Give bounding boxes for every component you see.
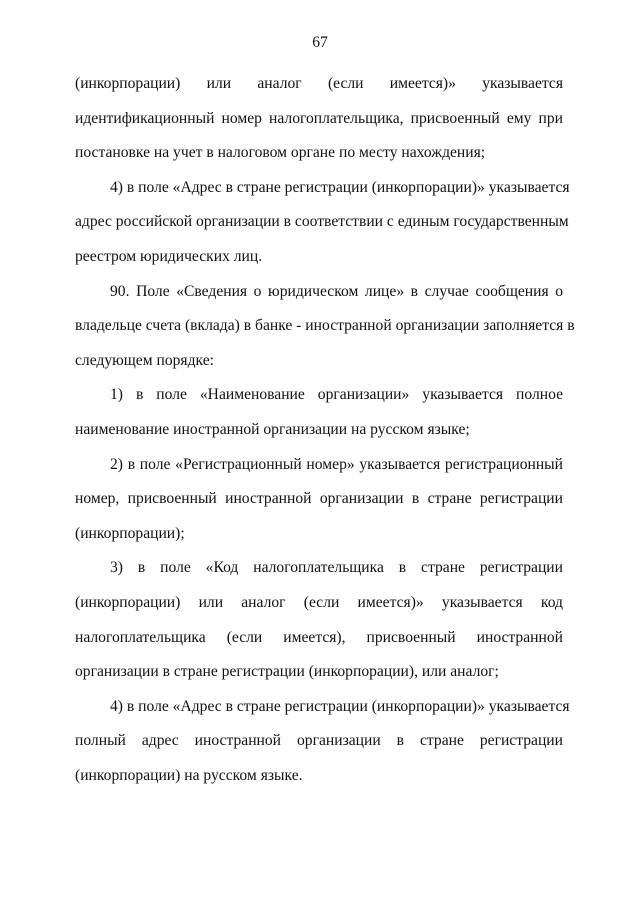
text-line: налогоплательщика (если имеется), присвоенный иностранной	[75, 628, 563, 646]
text-line: следующем порядке:	[75, 351, 214, 369]
paragraph	[75, 690, 570, 794]
text-line: (инкорпорации) или аналог (если имеется)» указывается	[75, 75, 563, 92]
paragraph	[75, 171, 570, 275]
text-line: адрес российской организации в соответствии с единым государственным	[75, 213, 569, 231]
paragraph	[75, 275, 575, 379]
text-line: постановке на учет в налоговом органе по месту нахождения;	[75, 144, 486, 162]
text-line: реестром юридических лиц.	[75, 247, 263, 265]
page-number: 67	[312, 34, 328, 51]
text-line: 2) в поле «Регистрационный номер» указывается регистрационный	[110, 455, 563, 473]
text-line: (инкорпорации) или аналог (если имеется)» указывается код	[75, 593, 563, 611]
text-line: полный адрес иностранной организации в стране регистрации	[75, 732, 563, 750]
text-line: 4) в поле «Адрес в стране регистрации (инкорпорации)» указывается	[110, 697, 570, 715]
text-line: 1) в поле «Наименование организации» указывается полное	[110, 386, 563, 404]
text-line: наименование иностранной организации на русском языке;	[75, 420, 470, 438]
text-line: (инкорпорации);	[75, 524, 185, 542]
paragraph	[75, 448, 563, 552]
text-line: 4) в поле «Адрес в стране регистрации (инкорпорации)» указывается	[110, 178, 570, 196]
paragraph	[75, 67, 563, 171]
document-body	[75, 67, 575, 793]
text-line: (инкорпорации) на русском языке.	[75, 766, 303, 784]
text-line: 90. Поле «Сведения о юридическом лице» в случае сообщения о	[110, 282, 563, 300]
text-line: организации в стране регистрации (инкорпорации), или аналог;	[75, 663, 499, 681]
paragraph	[75, 551, 563, 689]
paragraph	[75, 378, 563, 447]
text-line: 3) в поле «Код налогоплательщика в стране регистрации	[110, 559, 563, 577]
text-line: номер, присвоенный иностранной организации в стране регистрации	[75, 490, 563, 508]
text-line: владельце счета (вклада) в банке - иностранной организации заполняется в	[75, 317, 575, 335]
text-line: идентификационный номер налогоплательщика, присвоенный ему при	[75, 109, 563, 127]
